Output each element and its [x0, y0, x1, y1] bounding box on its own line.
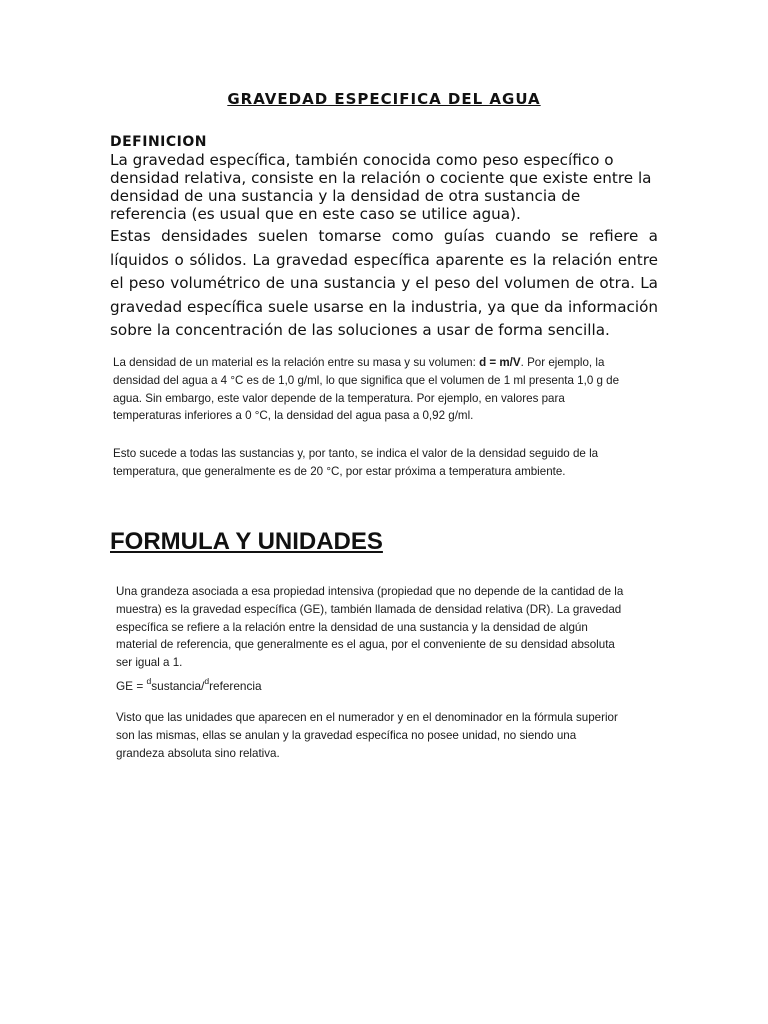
density-text-before: La densidad de un material es la relación entre su masa y su volumen: — [113, 356, 480, 369]
formula-heading: FORMULA Y UNIDADES — [110, 528, 383, 555]
density-formula: d = m/V — [479, 356, 521, 369]
formula-numerator: sustancia — [151, 678, 202, 693]
formula-den-sup: d — [204, 676, 210, 686]
ge-paragraph: Una grandeza asociada a esa propiedad intensiva (propiedad que no depende de la cantidad de la muestra) es la gravedad específica (GE), también llamada de densidad relativa (DR). La gravedad específica se refiere a la relación entre la densidad de una sustancia y la densidad de algún material de referencia, que generalmente es el agua, por el conveniente de su densidad absoluta ser igual a 1. — [116, 585, 624, 670]
temperature-paragraph: Esto sucede a todas las sustancias y, por tanto, se indica el valor de la densidad seguido de la temperatura, que generalmente es de 20 °C, por estar próxima a temperatura ambiente. — [113, 447, 599, 478]
formula-num-sup: d — [146, 676, 152, 686]
formula-lhs: GE = — [116, 678, 147, 693]
units-paragraph: Visto que las unidades que aparecen en el numerador y en el denominador en la fórmula superior son las mismas, ellas se anulan y la gravedad específica no posee unidad, no siendo una grandeza absoluta sino relativa. — [116, 711, 618, 760]
density-paragraph — [113, 354, 633, 425]
ge-formula — [116, 677, 262, 693]
formula-denominator: referencia — [209, 678, 262, 693]
definition-paragraph: La gravedad específica, también conocida como peso específico o densidad relativa, consiste en la relación o cociente que existe entre la densidad de una sustancia y la densidad de otra sustancia de referencia (es usual que en este caso se utilice agua). — [110, 151, 652, 223]
definition-heading: DEFINICION — [110, 134, 207, 150]
usage-paragraph: Estas densidades suelen tomarse como guías cuando se refiere a líquidos o sólidos. La gravedad específica aparente es la relación entre el peso volumétrico de una sustancia y el peso del volumen de otra. La gravedad específica suele usarse en la industria, ya que da información sobre la concentración de las soluciones a usar de forma sencilla. — [110, 227, 658, 339]
density-text-after: . Por ejemplo, la densidad del agua a 4 °C es de 1,0 g/ml, lo que significa que el volumen de 1 ml presenta 1,0 g de agua. Sin embargo, este valor depende de la temperatura. Por ejemplo, en valores para temperaturas inferiores a 0 °C, la densidad del agua pasa a 0,92 g/ml. — [113, 356, 620, 423]
formula-slash: / — [201, 678, 205, 693]
document-title: GRAVEDAD ESPECIFICA DEL AGUA — [227, 90, 541, 108]
